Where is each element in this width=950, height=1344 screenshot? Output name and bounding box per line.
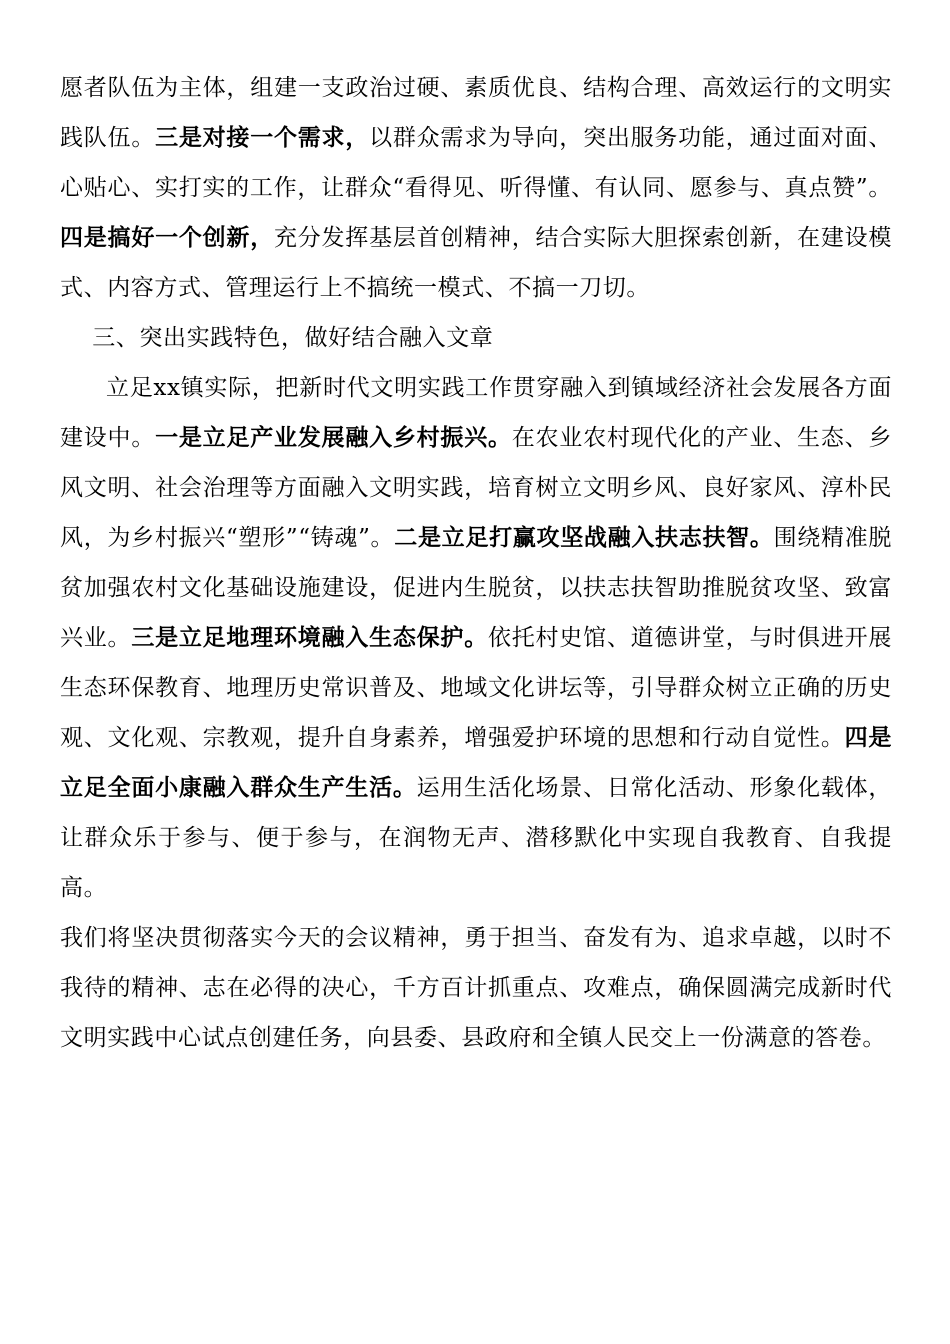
paragraph-conclusion: 我们将坚决贯彻落实今天的会议精神，勇于担当、奋发有为、追求卓越，以时不我待的精神、志在必得的决心，千方百计抓重点、攻难点，确保圆满完成新时代文明实践中心试点创建任务，向县委、县政府和全镇人民交上一份满意的答卷。 (60, 925, 892, 1051)
paragraph-text: 愿者队伍为主体，组建一支政治过硬、素质优良、结构合理、高效运行的文明实践队伍。 (60, 75, 892, 151)
paragraph-text: 充分发挥基层首创精神，结合实际大胆探索创新，在建设模式、内容方式、管理运行上不搞统一模式、不搞一刀切。 (60, 225, 892, 301)
paragraph-text: 在农业农村现代化的产业、生态、乡风文明、社会治理等方面融入文明实践，培育树立文明乡风、良好家风、淳朴民风，为乡村振兴“塑形”“铸魂”。 (60, 425, 892, 551)
paragraph-text: 立足xx镇实际，把新时代文明实践工作贯穿融入到镇域经济社会发展各方面建设中。 (60, 375, 892, 451)
paragraph-team-building (60, 63, 892, 313)
bold-point-four: 四是立足全面小康融入群众生产生活。 (60, 724, 892, 801)
bold-point-four: 四是搞好一个创新， (60, 224, 274, 251)
paragraph-text: 运用生活化场景、日常化活动、形象化载体，让群众乐于参与、便于参与，在润物无声、潜移默化中实现自我教育、自我提高。 (60, 775, 893, 901)
bold-point-two: 二是立足打赢攻坚战融入扶志扶智。 (394, 524, 774, 551)
bold-point-one: 一是立足产业发展融入乡村振兴。 (155, 424, 512, 451)
paragraph-integration (60, 363, 892, 913)
section-heading: 三、突出实践特色，做好结合融入文章 (92, 325, 494, 351)
paragraph-text: 围绕精准脱贫加强农村文化基础设施建设，促进内生脱贫，以扶志扶智助推脱贫攻坚、致富兴业。 (60, 525, 893, 651)
bold-point-three: 三是立足地理环境融入生态保护。 (131, 624, 488, 651)
document-page (60, 63, 892, 1063)
bold-point-three: 三是对接一个需求， (155, 124, 370, 151)
paragraph-text: 依托村史馆、道德讲堂，与时俱进开展生态环保教育、地理历史常识普及、地域文化讲坛等，引导群众树立正确的历史观、文化观、宗教观，提升自身素养，增强爱护环境的思想和行动自觉性。 (60, 625, 892, 751)
paragraph-text: 以群众需求为导向，突出服务功能，通过面对面、心贴心、实打实的工作，让群众“看得见、听得懂、有认同、愿参与、真点赞”。 (60, 125, 892, 201)
